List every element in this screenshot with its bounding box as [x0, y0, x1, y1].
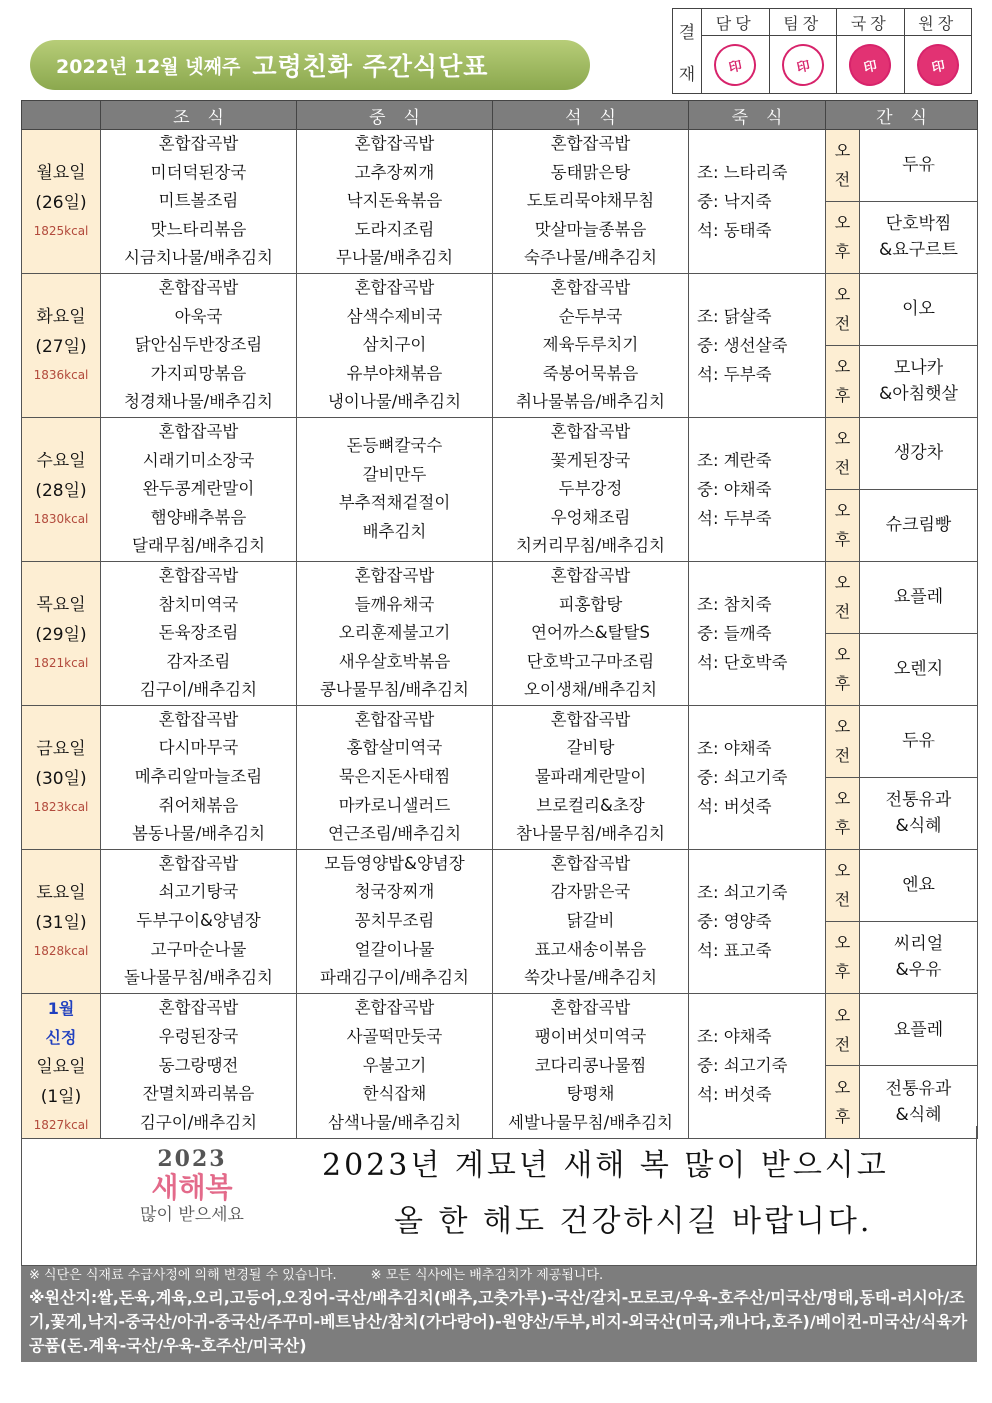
menu-item: 가지피망볶음	[150, 363, 247, 383]
menu-item: 감자조림	[166, 651, 231, 671]
menu-item: 혼합잡곡밥	[354, 277, 435, 297]
menu-item: 세발나물무침/배추김치	[508, 1112, 673, 1132]
day-kcal: 1830kcal	[33, 512, 89, 527]
snack-pm-label	[826, 345, 860, 417]
snack-label-char: 오	[834, 501, 851, 521]
snack-item: &식혜	[895, 816, 942, 837]
menu-item: 제육두루치기	[542, 335, 639, 355]
menu-item: 얼갈이나물	[354, 939, 435, 959]
menu-item: 유부야채볶음	[346, 363, 443, 383]
menu-item: 돈육장조림	[158, 623, 239, 643]
snack-item: 두유	[902, 155, 935, 176]
menu-item: 순두부국	[558, 306, 623, 326]
menu-item: 취나물볶음/배추김치	[515, 392, 665, 412]
snack-label-char: 오	[834, 1005, 851, 1025]
menu-item: 들깨유채국	[354, 594, 435, 614]
day-kcal: 1827kcal	[33, 1117, 89, 1132]
snack-am-label	[826, 273, 860, 345]
day-date: (31일)	[35, 913, 87, 934]
snack-label-char: 전	[834, 746, 851, 766]
menu-item: 혼합잡곡밥	[354, 998, 435, 1018]
breakfast-cell	[101, 993, 297, 1138]
menu-item: 김구이/배추김치	[139, 680, 258, 700]
menu-item: 연어까스&탈탈S	[531, 623, 650, 643]
menu-item: 시금치나물/배추김치	[123, 248, 273, 268]
menu-item: 고추장찌개	[354, 162, 435, 182]
menu-item: 아욱국	[174, 306, 223, 326]
menu-item: 혼합잡곡밥	[158, 853, 239, 873]
day-cell	[22, 705, 101, 849]
note-kimchi: ※ 모든 식사에는 배추김치가 제공됩니다.	[370, 1268, 604, 1283]
table-row	[22, 273, 978, 345]
snack-am-label	[826, 705, 860, 777]
menu-item: 혼합잡곡밥	[550, 565, 631, 585]
menu-item: 혼합잡곡밥	[158, 998, 239, 1018]
porridge-item: 중: 들깨죽	[697, 623, 772, 643]
menu-item: 맛느타리볶음	[150, 219, 247, 239]
menu-item: 오이생채/배추김치	[523, 680, 658, 700]
menu-item: 도라지조림	[354, 219, 435, 239]
snack-label-char: 전	[834, 1034, 851, 1054]
table-row	[22, 849, 978, 921]
table-row	[22, 561, 978, 633]
menu-item: 고구마순나물	[150, 939, 247, 959]
day-cell	[22, 849, 101, 993]
snack-item: 요플레	[893, 1019, 944, 1040]
holiday-label: 1월	[47, 998, 75, 1018]
snack-label-char: 오	[834, 285, 851, 305]
porridge-cell	[689, 273, 826, 417]
snack-label-char: 오	[834, 1078, 851, 1098]
snack-pm-cell	[860, 201, 978, 273]
menu-item: 우렁된장국	[158, 1026, 239, 1046]
approval-col-4	[905, 9, 972, 93]
day-name: 토요일	[36, 883, 86, 904]
day-date: (1일)	[40, 1086, 82, 1107]
header-lunch: 중식	[297, 101, 493, 130]
new-year-logo	[92, 1146, 292, 1246]
menu-item: 혼합잡곡밥	[354, 565, 435, 585]
snack-item: 오렌지	[893, 659, 944, 680]
porridge-item: 중: 생선살죽	[697, 335, 788, 355]
dinner-cell	[493, 849, 689, 993]
menu-item: 혼합잡곡밥	[354, 709, 435, 729]
approval-col-1	[702, 9, 770, 93]
menu-item: 혼합잡곡밥	[550, 853, 631, 873]
menu-item: 사골떡만둣국	[346, 1026, 443, 1046]
porridge-item: 중: 야채죽	[697, 479, 772, 499]
porridge-item: 중: 쇠고기죽	[697, 1056, 788, 1076]
menu-item: 혼합잡곡밥	[550, 998, 631, 1018]
menu-item: 김구이/배추김치	[139, 1112, 258, 1132]
lunch-cell	[297, 130, 493, 274]
day-name: 화요일	[36, 307, 86, 328]
porridge-cell	[689, 561, 826, 705]
table-row	[22, 993, 978, 1066]
menu-item: 혼합잡곡밥	[550, 709, 631, 729]
menu-item: 두부구이&양념장	[136, 911, 261, 931]
menu-item: 혼합잡곡밥	[550, 421, 631, 441]
porridge-item: 중: 낙지죽	[697, 191, 772, 211]
dinner-cell	[493, 273, 689, 417]
menu-item: 코다리콩나물찜	[534, 1055, 647, 1075]
porridge-cell	[689, 993, 826, 1138]
menu-item: 참나물무침/배추김치	[515, 824, 665, 844]
menu-item: 숙주나물/배추김치	[523, 248, 658, 268]
approval-role: 국장	[837, 9, 904, 36]
menu-item: 쑥갓나물/배추김치	[523, 968, 658, 988]
snack-am-label	[826, 417, 860, 489]
menu-item: 연근조림/배추김치	[327, 824, 462, 844]
snack-label-char: 오	[834, 429, 851, 449]
menu-item: 맛살마늘종볶음	[534, 219, 647, 239]
greeting-line-2: 올 한 해도 건강하시길 바랍니다.	[394, 1204, 873, 1239]
snack-label-char: 후	[834, 530, 851, 550]
menu-item: 혼합잡곡밥	[158, 277, 239, 297]
snack-label-char: 후	[834, 818, 851, 838]
menu-item: 콩나물무침/배추김치	[319, 680, 469, 700]
menu-item: 완두콩계란말이	[142, 479, 255, 499]
porridge-item: 중: 영양죽	[697, 911, 772, 931]
menu-item: 팽이버섯미역국	[534, 1026, 647, 1046]
menu-item: 꽃게된장국	[550, 450, 631, 470]
menu-item: 미트볼조림	[158, 191, 239, 211]
snack-am-cell	[860, 417, 978, 489]
menu-item: 혼합잡곡밥	[354, 134, 435, 153]
dinner-cell	[493, 561, 689, 705]
snack-item: 전통유과	[885, 790, 952, 811]
lunch-cell	[297, 993, 493, 1138]
menu-item: 감자맑은국	[550, 882, 631, 902]
day-cell	[22, 273, 101, 417]
snack-label-char: 오	[834, 213, 851, 233]
menu-item: 탕평채	[566, 1084, 615, 1104]
porridge-item: 석: 표고죽	[697, 940, 772, 960]
menu-item: 갈비탕	[566, 738, 615, 758]
menu-item: 삼치구이	[362, 335, 427, 355]
approval-col-2	[770, 9, 838, 93]
porridge-cell	[689, 849, 826, 993]
porridge-item: 석: 두부죽	[697, 364, 772, 384]
porridge-item: 조: 쇠고기죽	[697, 882, 788, 902]
menu-item: 홍합살미역국	[346, 738, 443, 758]
porridge-cell	[689, 130, 826, 274]
seal-stamp-icon: 印	[710, 40, 760, 90]
menu-item: 파래김구이/배추김치	[319, 968, 469, 988]
porridge-item: 석: 두부죽	[697, 508, 772, 528]
seal-stamp-icon: 印	[845, 40, 895, 90]
porridge-item: 조: 야채죽	[697, 1027, 772, 1047]
day-kcal: 1836kcal	[33, 368, 89, 383]
holiday-label: 신정	[45, 1027, 77, 1047]
header-blank	[22, 101, 101, 130]
snack-item: 슈크림빵	[885, 515, 952, 536]
day-date: (28일)	[35, 481, 87, 502]
menu-item: 오리훈제불고기	[338, 623, 451, 643]
snack-am-cell	[860, 993, 978, 1066]
snack-label-char: 후	[834, 386, 851, 406]
snack-pm-cell	[860, 921, 978, 993]
snack-item: 생강차	[893, 443, 944, 464]
menu-item: 우불고기	[362, 1055, 427, 1075]
snack-item: &식혜	[895, 1105, 942, 1126]
snack-label-char: 오	[834, 141, 851, 161]
day-date: (26일)	[35, 193, 87, 214]
snack-item: &우유	[895, 960, 942, 981]
day-kcal: 1823kcal	[33, 800, 89, 815]
lunch-cell	[297, 705, 493, 849]
snack-label-char: 후	[834, 674, 851, 694]
menu-item: 미더덕된장국	[150, 162, 247, 182]
snack-label-char: 오	[834, 645, 851, 665]
menu-item: 낙지돈육볶음	[346, 191, 443, 211]
menu-item: 동그랑땡전	[158, 1055, 239, 1075]
porridge-item: 조: 닭살죽	[697, 306, 772, 326]
porridge-item: 조: 야채죽	[697, 738, 772, 758]
snack-am-cell	[860, 130, 978, 202]
table-row	[22, 705, 978, 777]
seal-stamp-icon: 印	[778, 40, 828, 90]
day-cell	[22, 561, 101, 705]
snack-label-char: 전	[834, 602, 851, 622]
dinner-cell	[493, 417, 689, 561]
porridge-item: 석: 버섯죽	[697, 796, 772, 816]
logo-year: 2023	[157, 1146, 227, 1172]
logo-main: 새해복	[151, 1171, 233, 1204]
approval-col-3	[837, 9, 905, 93]
porridge-item: 조: 계란죽	[697, 450, 772, 470]
snack-item: 요플레	[893, 587, 944, 608]
day-cell	[22, 417, 101, 561]
menu-item: 혼합잡곡밥	[158, 134, 239, 153]
footer-notes	[21, 1266, 977, 1362]
greeting-line-1: 2023년 계묘년 새해 복 많이 받으시고	[322, 1148, 889, 1183]
snack-pm-cell	[860, 777, 978, 849]
menu-item: 묵은지돈사태찜	[338, 767, 451, 787]
snack-pm-label	[826, 489, 860, 561]
menu-item: 잔멸치꽈리볶음	[142, 1084, 255, 1104]
menu-item: 달래무침/배추김치	[131, 536, 266, 556]
weekly-menu-table	[21, 100, 978, 1139]
menu-item: 꽁치무조림	[354, 911, 435, 931]
header-dinner: 석식	[493, 101, 689, 130]
snack-item: &요구르트	[879, 240, 958, 261]
snack-item: 단호박찜	[885, 214, 952, 235]
day-name: 금요일	[36, 739, 86, 760]
snack-pm-cell	[860, 489, 978, 561]
day-kcal: 1828kcal	[33, 944, 89, 959]
menu-item: 배추김치	[362, 522, 427, 542]
snack-label-char: 오	[834, 357, 851, 377]
porridge-item: 석: 동태죽	[697, 220, 772, 240]
menu-item: 모듬영양밥&양념장	[324, 853, 465, 873]
menu-item: 치커리무침/배추김치	[515, 536, 665, 556]
menu-item: 브로컬리&초장	[536, 795, 645, 815]
snack-am-cell	[860, 273, 978, 345]
menu-item: 봄동나물/배추김치	[131, 824, 266, 844]
lunch-cell	[297, 849, 493, 993]
snack-am-cell	[860, 561, 978, 633]
snack-pm-label	[826, 633, 860, 705]
day-name: 일요일	[36, 1056, 86, 1077]
menu-item: 삼색수제비국	[346, 306, 443, 326]
table-row	[22, 417, 978, 489]
menu-item: 표고새송이볶음	[534, 939, 647, 959]
menu-item: 참치미역국	[158, 594, 239, 614]
approval-box	[672, 8, 972, 94]
snack-am-label	[826, 561, 860, 633]
header-porridge: 죽식	[689, 101, 826, 130]
menu-item: 다시마무국	[158, 738, 239, 758]
breakfast-cell	[101, 273, 297, 417]
menu-item: 부추적채겉절이	[338, 493, 451, 513]
snack-label-char: 후	[834, 962, 851, 982]
breakfast-cell	[101, 417, 297, 561]
menu-item: 닭안심두반장조림	[134, 335, 263, 355]
day-name: 목요일	[36, 595, 86, 616]
breakfast-cell	[101, 705, 297, 849]
seal-stamp-icon: 印	[913, 40, 963, 90]
header-breakfast: 조식	[101, 101, 297, 130]
snack-pm-cell	[860, 633, 978, 705]
menu-item: 무나물/배추김치	[335, 248, 454, 268]
menu-item: 혼합잡곡밥	[550, 277, 631, 297]
snack-item: 전통유과	[885, 1079, 952, 1100]
snack-label-char: 후	[834, 1107, 851, 1127]
menu-item: 삼색나물/배추김치	[327, 1112, 462, 1132]
snack-label-char: 전	[834, 314, 851, 334]
lunch-cell	[297, 561, 493, 705]
menu-item: 돈등뼈칼국수	[346, 436, 443, 456]
day-name: 수요일	[36, 451, 86, 472]
approval-label: 결 재	[673, 9, 702, 93]
menu-item: 물파래계란말이	[534, 767, 647, 787]
snack-label-char: 전	[834, 170, 851, 190]
menu-item: 단호박고구마조림	[526, 651, 655, 671]
menu-item: 청경채나물/배추김치	[123, 392, 273, 412]
snack-label-char: 후	[834, 242, 851, 262]
note-change: ※ 식단은 식재료 수급사정에 의해 변경될 수 있습니다.	[29, 1268, 337, 1283]
snack-am-cell	[860, 849, 978, 921]
dinner-cell	[493, 705, 689, 849]
day-kcal: 1825kcal	[33, 224, 89, 239]
snack-item: 두유	[902, 731, 935, 752]
porridge-cell	[689, 705, 826, 849]
new-year-greeting	[21, 1126, 977, 1266]
day-date: (29일)	[35, 625, 87, 646]
snack-pm-label	[826, 201, 860, 273]
menu-item: 쇠고기탕국	[158, 882, 239, 902]
menu-item: 갈비만두	[362, 464, 427, 484]
menu-item: 마카로니샐러드	[338, 795, 451, 815]
day-date: (30일)	[35, 769, 87, 790]
approval-role: 원장	[905, 9, 972, 36]
snack-item: &아침햇살	[879, 384, 958, 405]
breakfast-cell	[101, 849, 297, 993]
menu-item: 도토리묵야채무침	[526, 191, 655, 211]
menu-item: 혼합잡곡밥	[158, 709, 239, 729]
snack-pm-label	[826, 777, 860, 849]
snack-am-label	[826, 849, 860, 921]
menu-item: 피홍합탕	[558, 594, 623, 614]
approval-role: 팀장	[770, 9, 837, 36]
porridge-cell	[689, 417, 826, 561]
lunch-cell	[297, 417, 493, 561]
day-cell	[22, 130, 101, 274]
menu-item: 쥐어채볶음	[158, 795, 239, 815]
snack-label-char: 전	[834, 458, 851, 478]
menu-item: 햄양배추볶음	[150, 507, 247, 527]
day-cell	[22, 993, 101, 1138]
menu-item: 혼합잡곡밥	[158, 565, 239, 585]
snack-label-char: 오	[834, 861, 851, 881]
menu-item: 동태맑은탕	[550, 162, 631, 182]
snack-pm-cell	[860, 345, 978, 417]
porridge-item: 조: 느타리죽	[697, 162, 788, 182]
menu-item: 시래기미소장국	[142, 450, 255, 470]
snack-am-cell	[860, 705, 978, 777]
dinner-cell	[493, 130, 689, 274]
breakfast-cell	[101, 561, 297, 705]
header-snack: 간식	[826, 101, 978, 130]
menu-item: 메추리알마늘조림	[134, 767, 263, 787]
menu-item: 새우살호박볶음	[338, 651, 451, 671]
lunch-cell	[297, 273, 493, 417]
snack-label-char: 전	[834, 890, 851, 910]
snack-am-label	[826, 130, 860, 202]
day-date: (27일)	[35, 337, 87, 358]
snack-label-char: 오	[834, 573, 851, 593]
porridge-item: 조: 참치죽	[697, 594, 772, 614]
snack-pm-label	[826, 921, 860, 993]
snack-label-char: 오	[834, 789, 851, 809]
snack-item: 엔요	[902, 875, 935, 896]
porridge-item: 석: 버섯죽	[697, 1085, 772, 1105]
table-row	[22, 130, 978, 202]
logo-sub: 많이 받으세요	[140, 1205, 244, 1225]
menu-item: 우엉채조림	[550, 507, 631, 527]
snack-label-char: 오	[834, 933, 851, 953]
menu-item: 두부강정	[558, 479, 623, 499]
snack-item: 모나카	[893, 358, 944, 379]
title-main: 고령친화 주간식단표	[252, 52, 489, 81]
menu-item: 한식잡채	[362, 1084, 427, 1104]
snack-item: 씨리얼	[893, 934, 944, 955]
porridge-item: 석: 단호박죽	[697, 652, 788, 672]
table-header-row	[22, 101, 978, 130]
dinner-cell	[493, 993, 689, 1138]
menu-item: 혼합잡곡밥	[158, 421, 239, 441]
breakfast-cell	[101, 130, 297, 274]
menu-item: 죽봉어묵볶음	[542, 363, 639, 383]
menu-item: 혼합잡곡밥	[550, 134, 631, 153]
menu-item: 냉이나물/배추김치	[327, 392, 462, 412]
porridge-item: 중: 쇠고기죽	[697, 767, 788, 787]
menu-item: 닭갈비	[566, 911, 615, 931]
snack-item: 이오	[902, 299, 935, 320]
menu-item: 청국장찌개	[354, 882, 435, 902]
menu-title-banner	[30, 40, 590, 90]
origin-info: ※원산지:쌀,돈육,계육,오리,고등어,오징어-국산/배추김치(배추,고춧가루)-국산/갈치-모로코/우육-호주산/미국산/명태,동태-러시아/조기,꽃게,낙지-중국산/아귀-중국산/주꾸미-베트남산/참치(가다랑어)-원양산/두부,비지-외국산(미국,캐나다,호주)/베이컨-미국산/식육가공품(돈.계육-국산/우육-호주산/미국산)	[29, 1288, 968, 1355]
day-kcal: 1821kcal	[33, 656, 89, 671]
snack-label-char: 오	[834, 717, 851, 737]
menu-item: 돌나물무침/배추김치	[123, 968, 273, 988]
snack-am-label	[826, 993, 860, 1066]
title-week: 2022년 12월 넷째주	[56, 55, 241, 78]
day-name: 월요일	[36, 163, 86, 184]
approval-role: 담당	[702, 9, 769, 36]
